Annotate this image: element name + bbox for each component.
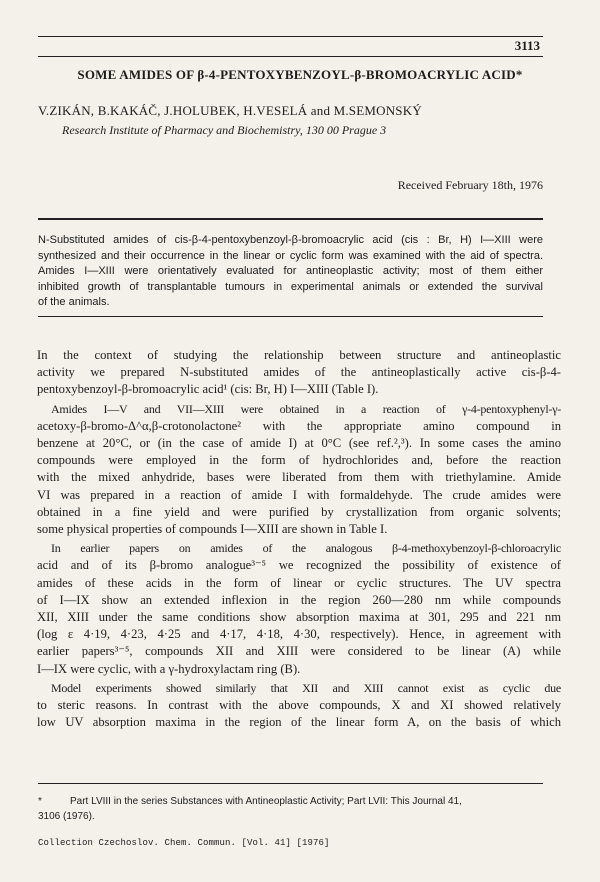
abstract-line: Amides I—XIII were orientatively evaluated for antineoplastic activity; most of them either bbox=[38, 265, 543, 277]
body-line: some physical properties of compounds I—XIII are shown in Table I. bbox=[37, 522, 388, 537]
body-line: pentoxybenzoyl-β-bromoacrylic acid¹ (cis: Br, H) I—XIII (Table I). bbox=[37, 382, 379, 397]
body-paragraph-3 bbox=[37, 540, 561, 678]
body-line: acid and of its β-bromo analogue³⁻⁵ we recognized the possibility of existence of bbox=[37, 558, 561, 573]
received-date: Received February 18th, 1976 bbox=[397, 178, 543, 192]
footnote-line: Part LVIII in the series Substances with Antineoplastic Activity; Part LVII: This Journal 41, bbox=[70, 796, 462, 807]
abstract-rule-top bbox=[38, 218, 543, 220]
page-number: 3113 bbox=[514, 38, 540, 53]
body-line: benzene at 20°C, or (in the case of amide I) at 0°C (see ref.²,³). In some cases the amino bbox=[37, 436, 561, 451]
footnote bbox=[38, 794, 558, 824]
header-rule-bottom bbox=[38, 56, 543, 57]
body-line: VI was prepared in a reaction of amide I with formaldehyde. The crude amides were bbox=[37, 487, 561, 502]
author-list: V.ZIKÁN, B.KAKÁČ, J.HOLUBEK, H.VESELÁ and M.SEMONSKÝ bbox=[38, 103, 422, 118]
body-line: acetoxy-β-bromo-Δ^α,β-crotonolactone² with the appropriate amino compound in bbox=[37, 418, 561, 433]
body-line: compounds were employed in the form of hydrochlorides and, before the reaction bbox=[37, 453, 561, 468]
abstract bbox=[38, 233, 543, 311]
body-line: of I—IX show an extended inflexion in the region 260—280 nm while compounds bbox=[37, 592, 561, 607]
header-rule-top bbox=[38, 36, 543, 37]
article-title: SOME AMIDES OF β-4-PENTOXYBENZOYL-β-BROMOACRYLIC ACID* bbox=[77, 67, 523, 82]
body-paragraph-2 bbox=[37, 401, 561, 539]
body-line: XII, XIII under the same conditions show absorption maxima at 301, 295 and 221 nm bbox=[37, 610, 561, 625]
article-body bbox=[37, 347, 561, 731]
abstract-line: of the animals. bbox=[38, 296, 110, 308]
body-line: (log ε 4·19, 4·23, 4·25 and 4·17, 4·18, 4·30, respectively). Hence, in agreement with bbox=[37, 627, 561, 642]
abstract-line: N-Substituted amides of cis-β-4-pentoxybenzoyl-β-bromoacrylic acid (cis : Br, H) I—XIII were bbox=[38, 234, 543, 246]
footnote-rule bbox=[38, 783, 543, 784]
body-paragraph-4 bbox=[37, 680, 561, 732]
body-paragraph-1 bbox=[37, 347, 561, 399]
abstract-line: synthesized and their occurrence in the linear or cyclic form was examined with the aid of spectra. bbox=[38, 249, 543, 262]
body-line: amides of these acids in the form of linear or cyclic structures. The UV spectra bbox=[37, 575, 561, 590]
body-line: I—IX were cyclic, with a γ-hydroxylactam ring (B). bbox=[37, 661, 301, 676]
body-line: Amides I—V and VII—XIII were obtained in a reaction of γ-4-pentoxyphenyl-γ- bbox=[51, 401, 561, 416]
body-line: activity we prepared N-substituted amides of the antineoplastically active cis-β-4- bbox=[37, 365, 561, 380]
journal-citation: Collection Czechoslov. Chem. Commun. [Vol. 41] [1976] bbox=[38, 838, 330, 848]
abstract-line: inhibited growth of transplantable tumours in experimental animals or extended the survival bbox=[38, 280, 543, 293]
body-line: earlier papers³⁻⁵, compounds XII and XIII were considered to be linear (A) while bbox=[37, 644, 561, 659]
body-line: Model experiments showed similarly that XII and XIII cannot exist as cyclic due bbox=[51, 680, 561, 695]
body-line: In earlier papers on amides of the analogous β-4-methoxybenzoyl-β-chloroacrylic bbox=[51, 541, 561, 556]
affiliation: Research Institute of Pharmacy and Biochemistry, 130 00 Prague 3 bbox=[62, 123, 387, 137]
body-line: to steric reasons. In contrast with the above compounds, X and XI showed relatively bbox=[37, 698, 561, 713]
abstract-rule-bottom bbox=[38, 316, 543, 317]
body-line: with the mixed anhydride, bases were liberated from them with triethylamine. Amide bbox=[37, 470, 561, 485]
body-line: In the context of studying the relationship between structure and antineoplastic bbox=[37, 348, 561, 362]
body-line: low UV absorption maxima in the region of the linear form A, on the basis of which bbox=[37, 715, 561, 730]
footnote-marker: * bbox=[38, 796, 42, 807]
body-line: obtained in a fine yield and were purified by crystallization from organic solvents; bbox=[37, 504, 561, 519]
footnote-line: 3106 (1976). bbox=[38, 811, 95, 822]
